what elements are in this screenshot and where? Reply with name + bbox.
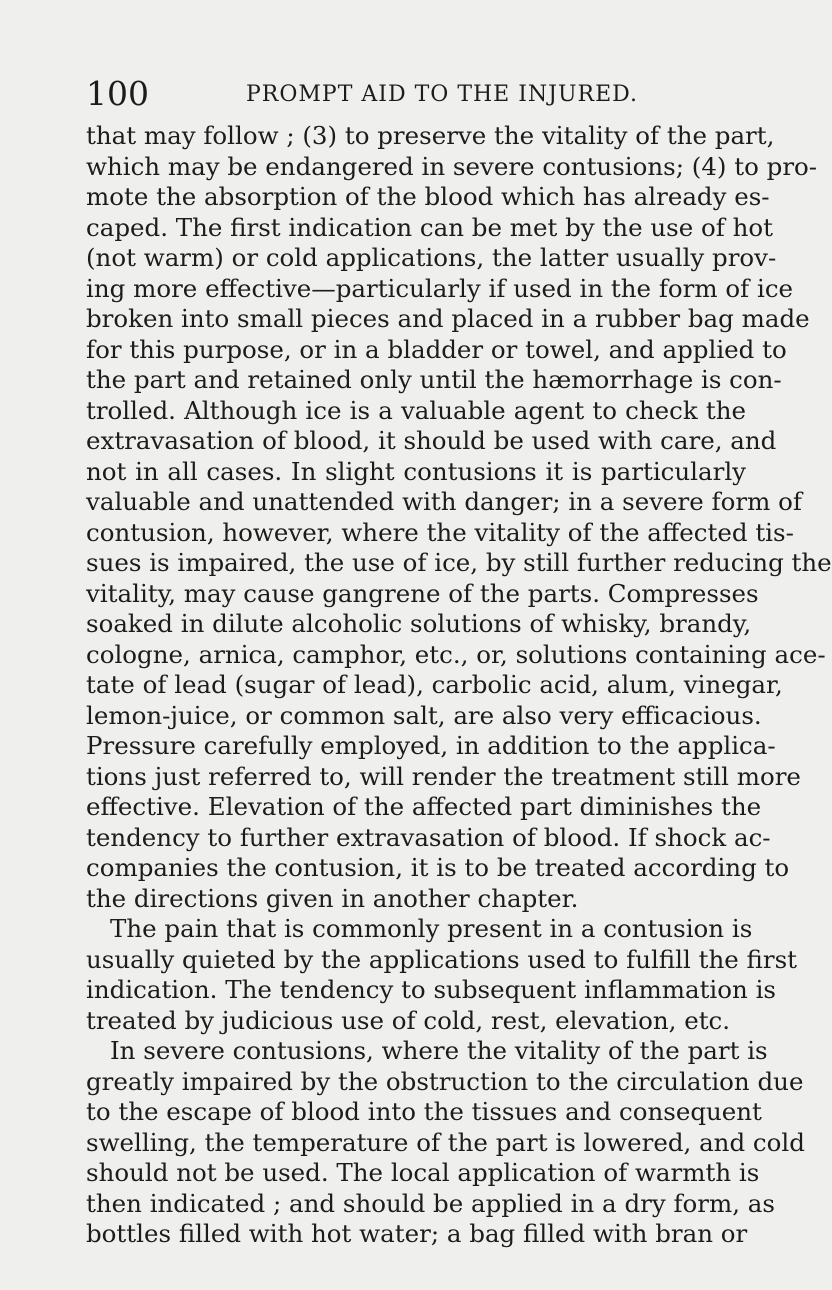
text-line: In severe contusions, where the vitality of the part is [110,1036,768,1065]
body-text [86,121,832,1250]
text-line: valuable and unattended with danger; in a severe form of [86,487,802,516]
text-line: the directions given in another chapter. [86,883,579,913]
text-line: broken into small pieces and placed in a rubber bag made [86,304,810,333]
text-line: caped. The first indication can be met by the use of hot [86,212,773,242]
text-line: lemon-juice, or common salt, are also very efficacious. [86,700,762,730]
text-line: the part and retained only until the hæmorrhage is con- [86,365,782,394]
text-line: for this purpose, or in a bladder or towel, and applied to [86,334,787,364]
text-line: extravasation of blood, it should be used with care, and [86,426,777,455]
text-line: to the escape of blood into the tissues and consequent [86,1097,762,1126]
text-line: mote the absorption of the blood which has already es- [86,182,770,211]
text-line: (not warm) or cold applications, the latter usually prov- [86,243,777,272]
text-line: Pressure carefully employed, in addition to the applica- [86,731,776,760]
text-line: tendency to further extravasation of blood. If shock ac- [86,822,771,852]
text-line: ing more effective—particularly if used in the form of ice [86,273,794,303]
text-line: greatly impaired by the obstruction to the circulation due [86,1066,804,1096]
page-header [86,74,746,114]
text-line: that may follow ; (3) to preserve the vitality of the part, [86,121,775,150]
text-line: usually quieted by the applications used to fulfill the first [86,944,797,974]
text-line: soaked in dilute alcoholic solutions of whisky, brandy, [86,609,752,638]
text-line: swelling, the temperature of the part is lowered, and cold [86,1127,805,1157]
page-number: 100 [86,74,149,113]
text-line: not in all cases. In slight contusions it is particularly [86,456,746,486]
text-line: effective. Elevation of the affected part diminishes the [86,792,762,821]
text-line: trolled. Although ice is a valuable agent to check the [86,395,746,425]
text-line: tate of lead (sugar of lead), carbolic acid, alum, vinegar, [86,670,783,699]
text-line: tions just referred to, will render the treatment still more [86,761,801,791]
text-line: should not be used. The local application of warmth is [86,1158,760,1187]
text-line: companies the contusion, it is to be treated according to [86,853,790,882]
text-line: treated by judicious use of cold, rest, elevation, etc. [86,1005,731,1035]
text-line: contusion, however, where the vitality of the affected tis- [86,517,794,547]
text-line: vitality, may cause gangrene of the parts. Compresses [86,578,759,608]
text-line: The pain that is commonly present in a contusion is [110,914,753,943]
text-line: cologne, arnica, camphor, etc., or, solutions containing ace- [86,639,826,669]
text-line: sues is impaired, the use of ice, by still further reducing the [86,548,832,577]
text-line: indication. The tendency to subsequent inflammation is [86,975,776,1004]
text-line: which may be endangered in severe contusions; (4) to pro- [86,151,818,181]
text-line: then indicated ; and should be applied in a dry form, as [86,1188,775,1218]
running-head: PROMPT AID TO THE INJURED. [246,82,638,107]
text-line: bottles filled with hot water; a bag filled with bran or [86,1219,748,1248]
